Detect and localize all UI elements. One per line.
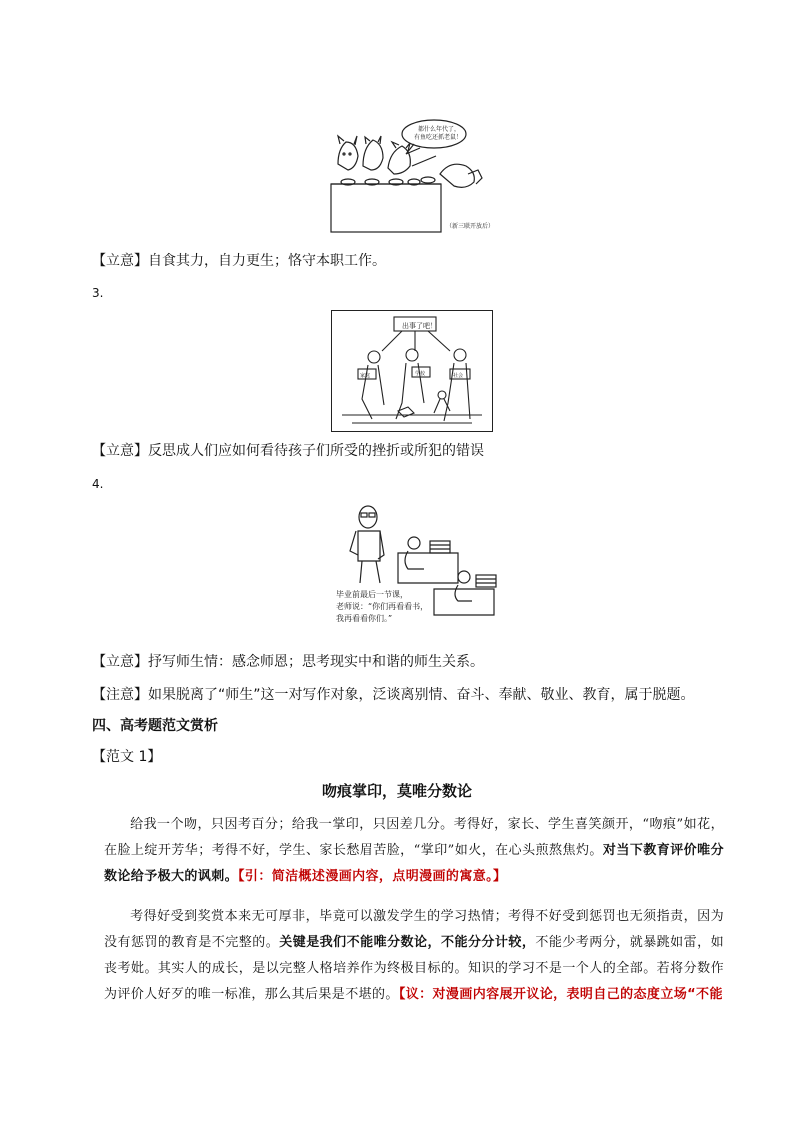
bubble-text-line1: 都什么年代了， xyxy=(418,126,461,133)
cartoon1-caption: （新三联开放后） xyxy=(446,223,492,230)
p2-text-b: 不能少考两分，就暴跳如雷，如丧考妣。其实人的成长，是以完整人格培养作为终极目标的。知识的学习不是一个人的全部。若将分数作为评价人好歹的唯一标准，那么其后果是不堪的。 xyxy=(104,935,724,1002)
cartoon4-caption-line2: 老师说：“你们再看看书， xyxy=(336,602,429,611)
line-intent-4: 【立意】抒写师生情：感念师恩；思考现实中和谐的师生关系。 xyxy=(92,654,484,670)
line-note: 【注意】如果脱离了“师生”这一对写作对象，泛谈离别情、奋斗、奉献、敬业、教育，属于脱题。 xyxy=(92,687,695,703)
cartoon-adults-drawing xyxy=(332,311,492,431)
cartoon3-sign-family: 家庭 xyxy=(360,373,371,379)
cartoon-classroom-drawing xyxy=(334,503,504,635)
essay-title: 吻痕掌印，莫唯分数论 xyxy=(321,782,472,800)
p2-annotation: 【议：对漫画内容展开议论，表明自己的态度立场“不能 xyxy=(398,987,723,1002)
p1-annotation: 【引：简洁概述漫画内容，点明漫画的寓意。】 xyxy=(238,869,507,884)
section-heading: 四、高考题范文赏析 xyxy=(92,718,218,734)
cartoon4-caption-line3: 我再看看你们。” xyxy=(336,614,393,623)
p2-emphasis: 关键是我们不能唯分数论，不能分分计较， xyxy=(279,935,536,950)
cartoon3-sign-school: 学校 xyxy=(415,371,426,377)
cartoon3-bubble: 出事了吧！ xyxy=(402,322,437,330)
line-intent-3: 【立意】反思成人们应如何看待孩子们所受的挫折或所犯的错误 xyxy=(92,443,484,459)
essay-paragraph-2 xyxy=(104,904,724,1008)
cartoon-cats-drawing xyxy=(328,104,492,234)
bubble-text-line2: 有鱼吃还抓老鼠！ xyxy=(414,134,463,141)
item-number-4: 4. xyxy=(92,477,104,491)
cartoon3-sign-society: 社会 xyxy=(453,373,464,379)
sample-label: 【范文 1】 xyxy=(92,749,162,765)
cartoon-family-school-society xyxy=(331,310,493,432)
item-number-3: 3. xyxy=(92,286,104,300)
cartoon4-caption-line1: 毕业前最后一节课， xyxy=(336,590,408,599)
essay-paragraph-1 xyxy=(104,812,724,890)
cartoon-teacher-students xyxy=(334,503,504,635)
p2-text-a: 考得好受到奖赏本来无可厚非，毕竟可以激发学生的学习热情；考得不好受到惩罚也无须指责，因为没有惩罚的教育是不完整的。 xyxy=(104,909,724,950)
p1-text: 给我一个吻，只因考百分；给我一掌印，只因差几分。考得好，家长、学生喜笑颜开，“吻痕”如花，在脸上绽开芳华；考得不好，学生、家长愁眉苦脸，“掌印”如火，在心头煎熬焦灼。 xyxy=(104,817,724,858)
line-intent-1: 【立意】自食其力，自力更生；恪守本职工作。 xyxy=(92,253,386,269)
p1-emphasis: 对当下教育评价唯分数论给予极大的讽刺。 xyxy=(104,843,724,884)
cartoon-cats-and-fish xyxy=(328,104,492,234)
